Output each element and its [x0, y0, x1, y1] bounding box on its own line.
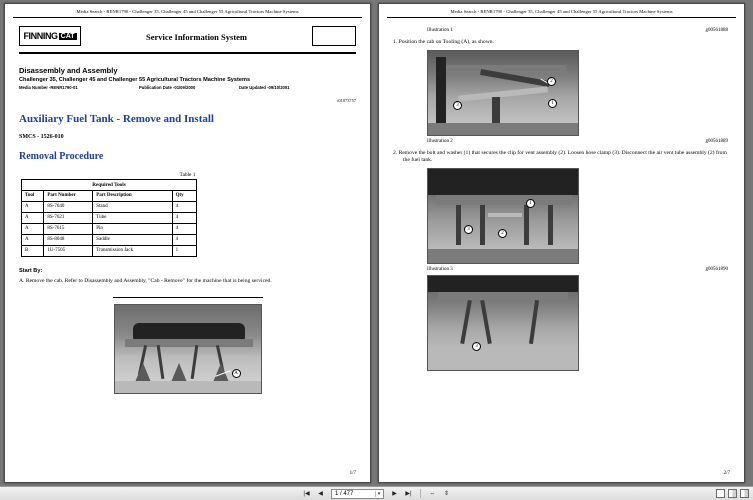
photo-shape-upper-shadow [428, 276, 579, 292]
section-heading: Removal Procedure [19, 150, 104, 162]
header-divider [13, 17, 362, 18]
illustration-photo-1 [427, 50, 579, 136]
document-meta [19, 85, 356, 90]
chevron-down-icon[interactable]: ▾ [375, 491, 382, 497]
photo-callout-3: 3 [464, 225, 473, 234]
cell-part-number: 8S-8048 [44, 234, 93, 245]
logo-cat-badge: CAT [60, 32, 75, 40]
document-page-left[interactable] [4, 3, 371, 483]
page-running-header: Media Search - RENR1790 - Challenger 35, Challenger 45 and Challenger 55 Agricultural Tractors Machine Systems [76, 9, 299, 14]
view-mode-group[interactable] [716, 489, 749, 498]
system-title: Service Information System [145, 32, 248, 42]
single-page-view-icon[interactable] [716, 489, 725, 498]
table-caption: Table 1 [179, 171, 196, 178]
cell-tool: B [22, 245, 44, 256]
table-title: Required Tools [22, 179, 197, 190]
cell-tool: A [22, 234, 44, 245]
photo-shape-vertical-bar [480, 205, 485, 245]
step-2-text: 2. Remove the bolt and washer (1) that secures the clip for vent assembly (2). Loosen hose clamp (3). Disconnect the air vent tube assembly (2) from the fuel tank. [393, 149, 727, 164]
table-row [22, 212, 197, 223]
cell-qty: 4 [172, 201, 196, 212]
photo-shape-floor [428, 346, 579, 371]
cell-part-number: 1U-7505 [44, 245, 93, 256]
photo-callout-1: 1 [526, 199, 535, 208]
page-footer-left: 1/7 [349, 471, 356, 476]
cell-part-description: Pin [93, 223, 172, 234]
first-page-button[interactable]: |◀ [303, 491, 310, 497]
fit-width-icon[interactable]: ⇔ [429, 490, 436, 497]
start-by-step: A. Remove the cab. Refer to Disassembly and Assembly, "Cab - Remove" for the machine that is being serviced. [19, 277, 272, 284]
previous-page-button[interactable]: ◀ [318, 491, 323, 497]
branding-row [19, 26, 356, 46]
cell-qty: 4 [172, 212, 196, 223]
illustration-photo-2 [427, 168, 579, 264]
next-page-button[interactable]: ▶ [392, 491, 397, 497]
illustration-2-id: g00561889 [705, 138, 728, 144]
grid-view-icon[interactable] [740, 489, 749, 498]
table-row [22, 223, 197, 234]
cell-tool: A [22, 201, 44, 212]
photo-callout-3: 3 [453, 101, 462, 110]
photo-shape-rail [436, 195, 572, 205]
illustration-2-label: Illustration 2 [427, 138, 453, 144]
table-row [22, 245, 197, 256]
cell-part-number: 8S-7615 [44, 223, 93, 234]
cell-part-number: 8S-7621 [44, 212, 93, 223]
logo-brand-text: FINNING [23, 31, 58, 41]
cell-tool: A [22, 212, 44, 223]
column-header-qty: Qty [172, 190, 196, 201]
cell-part-description: Saddle [93, 234, 172, 245]
last-page-button[interactable]: ▶| [405, 491, 412, 497]
photo-shape-vent-tube [488, 213, 522, 217]
two-page-view-icon[interactable] [728, 489, 737, 498]
page-running-header: Media Search - RENR1790 - Challenger 35, Challenger 45 and Challenger 55 Agricultural Tractors Machine Systems [450, 9, 673, 14]
column-header-part-number: Part Number [44, 190, 93, 201]
cell-tool: A [22, 223, 44, 234]
illustration-1-caption-row [393, 28, 730, 33]
photo-callout-2: 2 [547, 77, 556, 86]
header-divider [387, 17, 736, 18]
right-page-body [379, 28, 744, 371]
toolbar-divider [420, 489, 421, 498]
illustration-2-caption-row [393, 139, 730, 144]
page-number-input[interactable] [331, 489, 384, 499]
photo-callout-3: 3 [472, 342, 481, 351]
illustration-3-id: g00561890 [705, 266, 728, 272]
photo-shape-upper-shadow [428, 169, 579, 195]
photo-shape-rail [438, 292, 568, 300]
photo-shape-vertical-bar [456, 205, 461, 245]
cell-qty: 4 [172, 234, 196, 245]
photo-shape-floor [428, 123, 579, 136]
cell-part-description: Stand [93, 201, 172, 212]
photo-shape-floor [428, 249, 579, 264]
content-divider [113, 297, 263, 298]
page-title: Auxiliary Fuel Tank - Remove and Install [19, 112, 214, 125]
left-page-body [5, 26, 370, 394]
illustration-3-caption-row [393, 267, 730, 272]
page-footer-right: 2/7 [723, 471, 730, 476]
illustration-photo-3 [427, 275, 579, 371]
cell-part-description: Tube [93, 212, 172, 223]
table-row [22, 234, 197, 245]
table-title-row [22, 179, 197, 190]
viewer-toolbar[interactable] [0, 486, 753, 500]
step-1-text: 1. Position the cab on Tooling (A), as shown. [393, 39, 494, 45]
photo-shape-frame-post [436, 57, 446, 131]
media-number: Media Number -RENR1790-01 [19, 84, 78, 90]
document-page-right[interactable] [378, 3, 745, 483]
cell-part-number: 8S-7640 [44, 201, 93, 212]
smcs-code: SMCS - 1526-010 [19, 133, 64, 140]
photo-callout-2: 2 [498, 229, 507, 238]
illustration-1-id: g00561888 [705, 28, 728, 33]
document-subtitle: Challenger 35, Challenger 45 and Challenger 55 Agricultural Tractors Machine Systems [19, 76, 251, 83]
header-blank-box [312, 26, 356, 46]
photo-shape-vertical-bar [524, 205, 529, 245]
document-title: Disassembly and Assembly [19, 66, 118, 75]
table-row [22, 201, 197, 212]
photo-callout-A: A [232, 369, 241, 378]
photo-shape-floor [115, 381, 262, 394]
title-divider [19, 52, 356, 54]
illustration-1-label: Illustration 1 [427, 28, 453, 33]
photo-shape-vertical-bar [548, 205, 553, 245]
photo-callout-1: 1 [548, 99, 557, 108]
cell-qty: 1 [172, 245, 196, 256]
page-number-value: 1 / 477 [335, 490, 354, 497]
required-tools-table [21, 179, 197, 257]
document-id: i01073757 [337, 97, 356, 103]
column-header-part-description: Part Description [93, 190, 172, 201]
cell-part-description: Transmission Jack [93, 245, 172, 256]
illustration-3-label: Illustration 3 [427, 266, 453, 272]
column-header-tool: Tool [22, 190, 44, 201]
date-updated: Date Updated -09/10/2001 [239, 84, 290, 90]
cell-qty: 4 [172, 223, 196, 234]
publication-date: Publication Date -01/09/2000 [139, 84, 196, 90]
fit-page-icon[interactable]: ⇕ [443, 491, 450, 497]
illustration-photo-cab-on-stands [114, 304, 262, 394]
finning-cat-logo [19, 26, 81, 46]
table-header-row [22, 190, 197, 201]
start-by-label: Start By: [19, 267, 43, 274]
